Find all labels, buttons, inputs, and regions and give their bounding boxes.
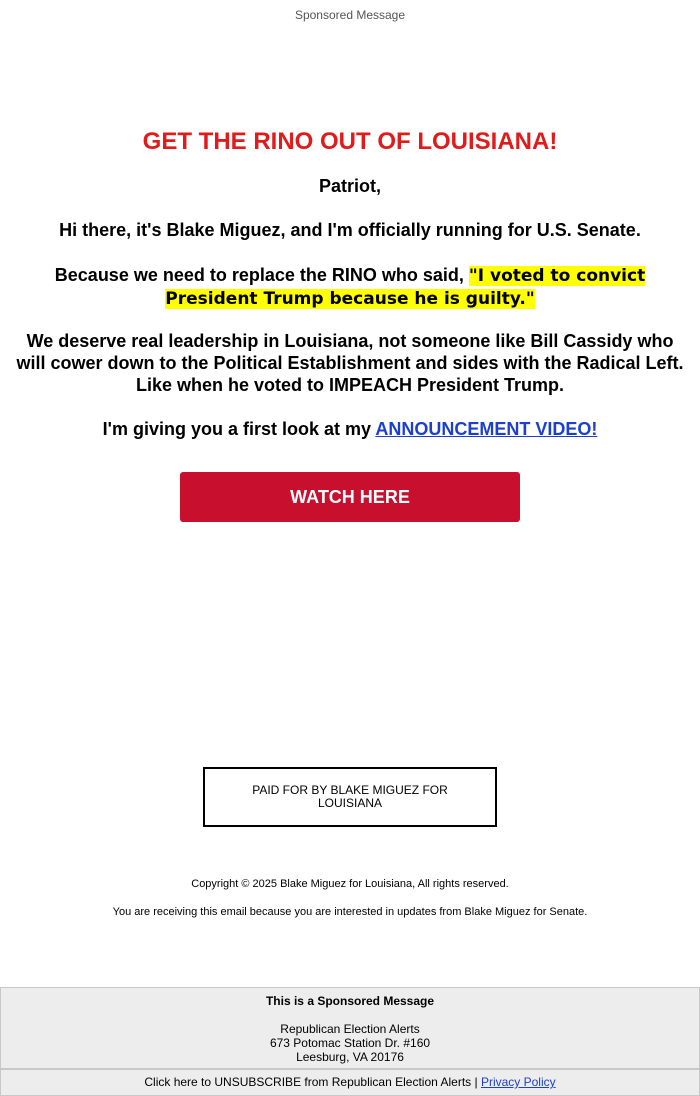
- copyright-notice: Copyright © 2025 Blake Miguez for Louisiana, All rights reserved.: [191, 878, 509, 890]
- headline: GET THE RINO OUT OF LOUISIANA!: [142, 128, 558, 155]
- unsubscribe-bar: [0, 1069, 700, 1096]
- video-lead-in: I'm giving you a first look at my: [102, 419, 376, 439]
- sponsor-footer: [0, 987, 700, 1069]
- watch-here-button[interactable]: WATCH HERE: [180, 472, 520, 522]
- video-paragraph: [10, 418, 690, 440]
- footer-address-line1: 673 Potomac Station Dr. #160: [269, 1036, 431, 1050]
- leadership-paragraph: We deserve real leadership in Louisiana, not someone like Bill Cassidy who will cower down to the Political Establishment and sides with the Radical Left. Like when he voted to IMPEACH President Trump.: [16, 331, 684, 395]
- intro-paragraph: Hi there, it's Blake Miguez, and I'm officially running for U.S. Senate.: [59, 220, 641, 240]
- footer-address: [1, 1022, 699, 1064]
- privacy-policy-link[interactable]: Privacy Policy: [480, 1075, 556, 1089]
- footer-title: This is a Sponsored Message: [265, 994, 435, 1008]
- quote-paragraph: [10, 264, 690, 310]
- paid-for-disclaimer: [203, 767, 497, 827]
- greeting: Patriot,: [318, 176, 381, 196]
- paid-for-text: PAID FOR BY BLAKE MIGUEZ FOR LOUISIANA: [252, 783, 448, 810]
- announcement-video-link[interactable]: ANNOUNCEMENT VIDEO!: [375, 419, 598, 439]
- link-separator: |: [471, 1075, 481, 1089]
- highlighted-quote: "I voted to convict President Trump because he is guilty.": [165, 266, 646, 309]
- quote-lead-in: Because we need to replace the RINO who said,: [54, 265, 469, 285]
- footer-address-line2: Leesburg, VA 20176: [296, 1050, 404, 1064]
- unsubscribe-link[interactable]: Click here to UNSUBSCRIBE from Republican Election Alerts: [144, 1075, 472, 1089]
- footer-org-name: Republican Election Alerts: [280, 1022, 420, 1036]
- subscription-notice: You are receiving this email because you are interested in updates from Blake Miguez for Senate.: [112, 906, 588, 918]
- sponsored-message-label: Sponsored Message: [294, 8, 406, 22]
